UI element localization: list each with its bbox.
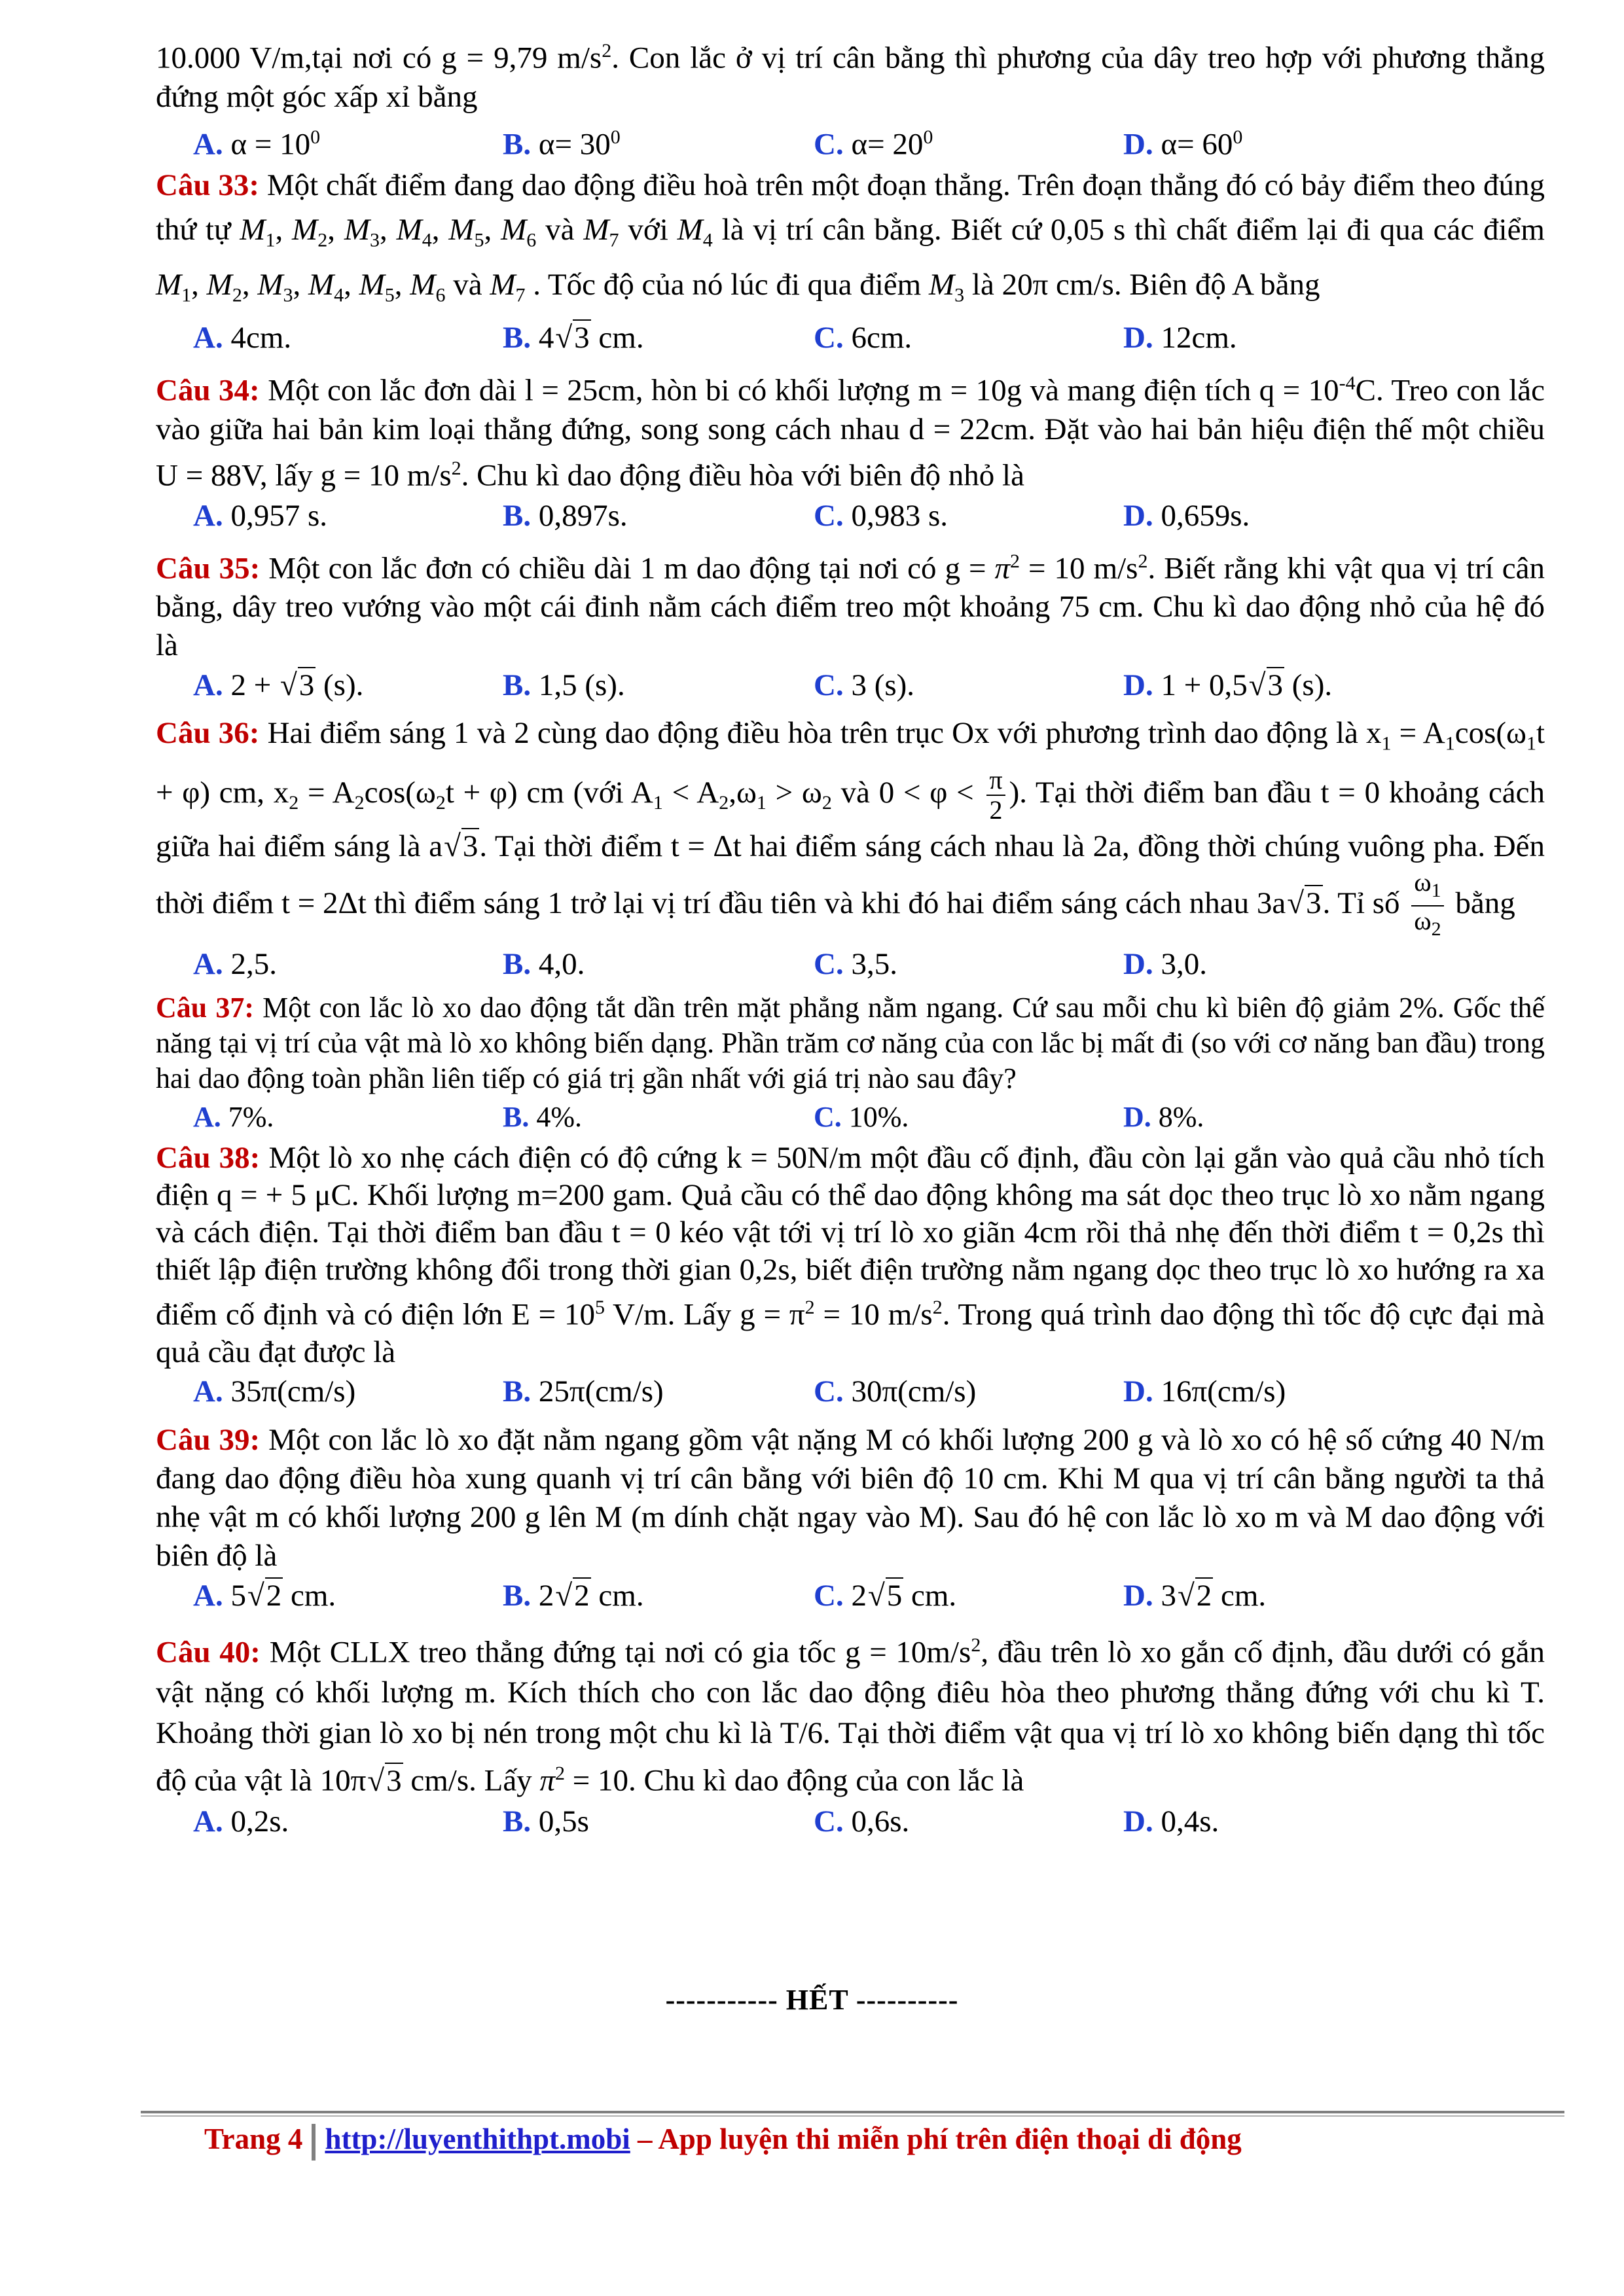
question-label: Câu 40: (156, 1635, 261, 1670)
question-34: Câu 34: Một con lắc đơn dài l = 25cm, hòn bi có khối lượng m = 10g và mang điện tích $q = 10^{-4}C$. Treo con lắc vào giữa hai bản kim loại thẳng đứng, song song cách nhau d = 22cm. Đặt vào hai bản hiệu điện thế một chiều U = 88V, lấy g = 10 $m/s^2$. Chu kì dao động điều hòa với biên độ nhỏ là (156, 372, 1545, 493)
option-a[interactable]: A. 35π(cm/s) (193, 1374, 356, 1408)
exam-page (156, 31, 1545, 1844)
question-35: Câu 35: Một con lắc đơn có chiều dài 1 m dao động tại nơi có $g = \pi^2 = 10$ $m/s^2$. Biết rằng khi vật qua vị trí cân bằng, dây treo vướng vào một cái đinh nằm cách điểm treo một khoảng 75 cm. Chu kì dao động nhỏ của hệ đó là (156, 550, 1545, 663)
page-footer (204, 2122, 1242, 2161)
option-c[interactable]: C. 3 (s). (814, 668, 915, 703)
option-b[interactable]: B. 0,897s. (503, 498, 628, 533)
question-38: Câu 38: Một lò xo nhẹ cách điện có độ cứng k = 50N/m một đầu cố định, đầu còn lại gắn vào quả cầu nhỏ tích điện q = + 5 μC. Khối lượng m=200 gam. Quả cầu có thể dao động không ma sát dọc theo trục lò xo nằm ngang và cách điện. Tại thời điểm ban đầu t = 0 kéo vật tới vị trí lò xo giãn 4cm rồi thả nhẹ đến thời điểm t = 0,2s thì thiết lập điện trường không đổi trong thời gian 0,2s, biết điện trường nằm ngang dọc theo trục lò xo hướng ra xa điểm cố định và có điện lớn $E = 10^5$ V/m. Lấy $g = \pi^2 = 10$ $m/s^2$. Trong quá trình dao động thì tốc độ cực đại mà quả cầu đạt được là (156, 1140, 1545, 1369)
question-35-options (156, 666, 1545, 705)
option-c[interactable]: C. 2√5 cm. (814, 1578, 957, 1613)
question-36-options (156, 945, 1545, 984)
option-d[interactable]: D. 12cm. (1123, 321, 1237, 355)
option-b[interactable]: B. 4,0. (503, 946, 585, 981)
option-c[interactable]: C. 10%. (814, 1100, 909, 1133)
option-b[interactable]: B. 2√2 cm. (503, 1578, 644, 1613)
option-a[interactable]: A. 2,5. (193, 946, 277, 981)
question-label: Câu 33: (156, 168, 260, 202)
option-c[interactable]: C. 0,983 s. (814, 498, 948, 533)
option-b[interactable]: B. 25π(cm/s) (503, 1374, 664, 1408)
question-36: Câu 36: Hai điểm sáng 1 và 2 cùng dao động điều hòa trên trục Ox với phương trình dao động là $x_1 = A_1\cos(\omega_1t + \varphi)$ cm, $x_2 = A_2\cos(\omega_2t + \varphi)$ cm (với $A_1 < A_2,\omega_1 > \omega_2$ và 0 < φ < $\frac{\pi}{2}$ ). Tại thời điểm ban đầu t = 0 khoảng cách giữa hai điểm sáng là a√3. Tại thời điểm t = Δt hai điểm sáng cách nhau là 2a, đồng thời chúng vuông pha. Đến thời điểm t = 2Δt thì điểm sáng 1 trở lại vị trí đầu tiên và khi đó hai điểm sáng cách nhau 3a√3. Tỉ số $\frac{\omega_1}{\omega_2}$ bằng (156, 716, 1545, 940)
footer-divider-thin (141, 2115, 1564, 2117)
question-34-options (156, 497, 1545, 535)
option-a[interactable]: A. 7%. (193, 1100, 274, 1133)
question-33-options (156, 319, 1545, 357)
question-38-options (156, 1372, 1545, 1414)
option-d[interactable]: D. 16π(cm/s) (1123, 1374, 1286, 1408)
option-d[interactable]: D. 8%. (1123, 1100, 1204, 1133)
option-a[interactable]: A. 4cm. (193, 321, 292, 355)
question-32-tail: 10.000 V/m,tại nơi có g = 9,79 $m/s^2$. Con lắc ở vị trí cân bằng thì phương của dây treo hợp với phương thẳng đứng một góc xấp xỉ bằng (156, 40, 1545, 114)
option-d[interactable]: D. $\alpha= 60^0$ (1123, 126, 1243, 162)
option-c[interactable]: C. 0,6s. (814, 1804, 910, 1839)
option-d[interactable]: D. 3√2 cm. (1123, 1578, 1267, 1613)
option-a[interactable]: A. 0,2s. (193, 1804, 289, 1839)
option-b[interactable]: B. 1,5 (s). (503, 668, 625, 703)
option-b[interactable]: B. 0,5s (503, 1804, 589, 1839)
question-32-options (156, 118, 1545, 162)
page-number: Trang 4 (204, 2123, 303, 2155)
question-label: Câu 35: (156, 551, 261, 586)
question-37-options (156, 1098, 1545, 1133)
option-d[interactable]: D. 0,659s. (1123, 498, 1250, 533)
question-37: Câu 37: Một con lắc lò xo dao động tắt dần trên mặt phẳng nằm ngang. Cứ sau mỗi chu kì biên độ giảm 2%. Gốc thế năng tại vị trí của vật mà lò xo không biến dạng. Phần trăm cơ năng của con lắc bị mất đi (so với cơ năng ban đầu) trong hai dao động toàn phần liên tiếp có giá trị gần nhất với giá trị nào sau đây? (156, 991, 1545, 1094)
option-a[interactable]: A. $\alpha = 10^0$ (193, 126, 321, 162)
question-label: Câu 39: (156, 1422, 261, 1457)
option-b[interactable]: B. 4%. (503, 1100, 583, 1133)
question-label: Câu 37: (156, 991, 255, 1024)
option-b[interactable]: B. 4√3 cm. (503, 321, 644, 355)
footer-divider (141, 2111, 1564, 2113)
option-d[interactable]: D. 3,0. (1123, 946, 1207, 981)
option-c[interactable]: C. 3,5. (814, 946, 897, 981)
option-c[interactable]: C. $\alpha= 20^0$ (814, 126, 933, 162)
option-c[interactable]: C. 30π(cm/s) (814, 1374, 977, 1408)
option-d[interactable]: D. 0,4s. (1123, 1804, 1219, 1839)
option-b[interactable]: B. $\alpha= 30^0$ (503, 126, 621, 162)
question-39-options (156, 1577, 1545, 1619)
footer-tagline: – App luyện thi miễn phí trên điện thoại di động (630, 2123, 1242, 2155)
option-a[interactable]: A. 5√2 cm. (193, 1578, 336, 1613)
option-a[interactable]: A. 0,957 s. (193, 498, 327, 533)
question-40: Câu 40: Một CLLX treo thẳng đứng tại nơi có gia tốc $g = 10m/s^2$, đầu trên lò xo gắn cố định, đầu dưới có gắn vật nặng có khối lượng m. Kích thích cho con lắc dao động điêu hòa theo phương thẳng đứng với chu kì T. Khoảng thời gian lò xo bị nén trong một chu kì là T/6. Tại thời điểm vật qua vị trí lò xo không biến dạng thì tốc độ của vật là 10π√3 cm/s. Lấy $\pi^2 = 10$. Chu kì dao động của con lắc là (156, 1634, 1545, 1798)
option-c[interactable]: C. 6cm. (814, 321, 912, 355)
option-d[interactable]: D. 1 + 0,5√3 (s). (1123, 668, 1333, 703)
footer-link[interactable]: http://luyenthithpt.mobi (325, 2123, 630, 2155)
option-a[interactable]: A. 2 + √3 (s). (193, 668, 364, 703)
question-40-options (156, 1803, 1545, 1841)
question-label: Câu 34: (156, 374, 260, 408)
question-39: Câu 39: Một con lắc lò xo đặt nằm ngang gồm vật nặng M có khối lượng 200 g và lò xo có hệ số cứng 40 N/m đang dao động điều hòa xung quanh vị trí cân bằng với biên độ 10 cm. Khi M qua vị trí cân bằng người ta thả nhẹ vật m có khối lượng 200 g lên M (m dính chặt ngay vào M). Sau đó hệ con lắc lò xo m và M dao động với biên độ là (156, 1422, 1545, 1573)
question-33: Câu 33: Một chất điểm đang dao động điều hoà trên một đoạn thẳng. Trên đoạn thẳng đó có bảy điểm theo đúng thứ tự $M_1$, $M_2$, $M_3$, $M_4$, $M_5$, $M_6$ và $M_7$ với $M_4$ là vị trí cân bằng. Biết cứ 0,05 s thì chất điểm lại đi qua các điểm $M_1$, $M_2$, $M_3$, $M_4$, $M_5$, $M_6$ và $M_7$ . Tốc độ của nó lúc đi qua điểm $M_3$ là 20π cm/s. Biên độ A bằng (156, 168, 1545, 306)
question-label: Câu 36: (156, 716, 260, 751)
end-marker: ----------- HẾT ---------- (665, 1984, 959, 2016)
footer-separator (312, 2124, 316, 2161)
question-label: Câu 38: (156, 1140, 261, 1175)
